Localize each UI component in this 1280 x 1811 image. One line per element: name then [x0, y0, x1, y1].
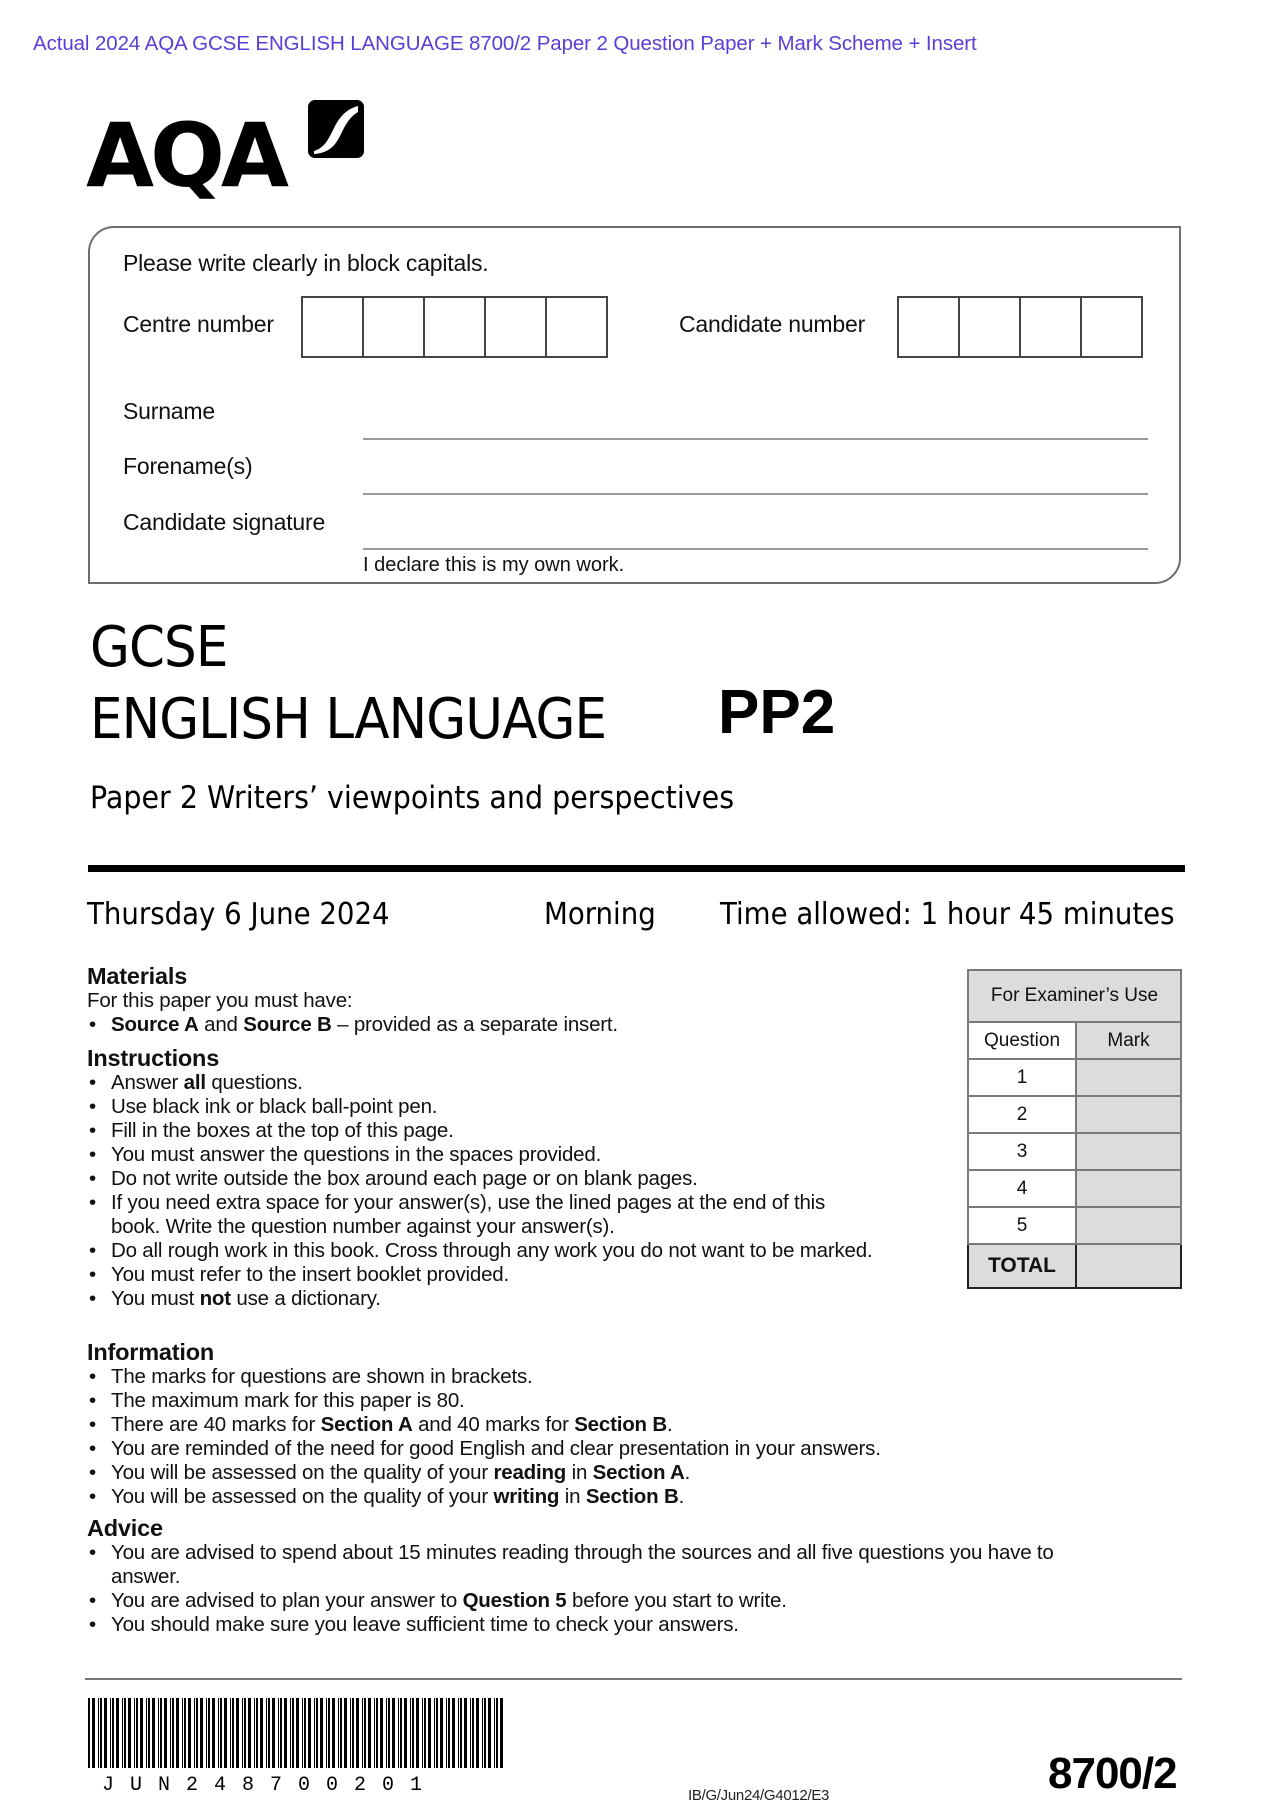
qualification-heading: GCSE [90, 615, 228, 680]
materials-intro: For this paper you must have: [87, 989, 353, 1012]
table-row [968, 1096, 1181, 1133]
mark-cell [1076, 1096, 1181, 1133]
total-mark-cell [1076, 1244, 1181, 1288]
advice-section [87, 1515, 1087, 1637]
surname-field[interactable] [363, 438, 1148, 440]
question-column-header: Question [968, 1022, 1076, 1059]
list-item: • You will be assessed on the quality of your reading in Section A. [87, 1461, 1047, 1485]
candidate-number-digit[interactable] [1082, 298, 1143, 356]
candidate-number-digit[interactable] [899, 298, 960, 356]
centre-number-input[interactable] [301, 296, 608, 358]
forenames-label: Forename(s) [123, 453, 253, 479]
materials-heading: Materials [87, 963, 188, 989]
list-item: • You are advised to spend about 15 minutes reading through the sources and all five questions you have to answer. [87, 1541, 1087, 1589]
block-capitals-instruction: Please write clearly in block capitals. [123, 250, 489, 276]
list-item: • There are 40 marks for Section A and 40 marks for Section B. [87, 1413, 1047, 1437]
mark-cell [1076, 1207, 1181, 1244]
candidate-number-input[interactable] [897, 296, 1143, 358]
materials-section [87, 963, 967, 1037]
centre-number-digit[interactable] [364, 298, 425, 356]
list-item: • You will be assessed on the quality of your writing in Section B. [87, 1485, 1047, 1509]
forenames-field[interactable] [363, 493, 1148, 495]
examiner-use-table [967, 969, 1182, 1289]
candidate-number-digit[interactable] [960, 298, 1021, 356]
aqa-leaf-mark-icon [306, 98, 366, 160]
subject-heading: ENGLISH LANGUAGE [90, 687, 607, 752]
question-number: 4 [968, 1170, 1076, 1207]
declaration-text: I declare this is my own work. [363, 554, 625, 576]
table-row [968, 1059, 1181, 1096]
footer-divider [85, 1678, 1182, 1680]
list-item: • Use black ink or black ball-point pen. [87, 1095, 877, 1119]
signature-label: Candidate signature [123, 509, 326, 535]
question-number: 1 [968, 1059, 1076, 1096]
mark-cell [1076, 1170, 1181, 1207]
aqa-logo [86, 98, 366, 207]
total-label: TOTAL [968, 1244, 1076, 1288]
paper-code: 8700/2 [1048, 1749, 1177, 1798]
exam-date: Thursday 6 June 2024 [87, 897, 390, 932]
list-item: • You are advised to plan your answer to Question 5 before you start to write. [87, 1589, 1087, 1613]
list-item: • Do all rough work in this book. Cross through any work you do not want to be marked. [87, 1239, 877, 1263]
exam-session: Morning [544, 897, 656, 932]
list-item: • You should make sure you leave sufficient time to check your answers. [87, 1613, 1087, 1637]
barcode-icon [86, 1698, 510, 1786]
centre-number-label: Centre number [123, 311, 274, 337]
instructions-heading: Instructions [87, 1045, 220, 1071]
barcode-text: JUN248700201 [102, 1774, 439, 1797]
list-item: • Source A and Source B – provided as a separate insert. [87, 1013, 967, 1037]
instructions-list [87, 1071, 877, 1311]
table-row [968, 1170, 1181, 1207]
materials-list [87, 1013, 967, 1037]
candidate-details-box [88, 226, 1181, 584]
information-list [87, 1365, 1047, 1509]
paper-title: Paper 2 Writers’ viewpoints and perspectives [90, 780, 735, 816]
centre-number-digit[interactable] [486, 298, 547, 356]
advice-list [87, 1541, 1087, 1637]
candidate-number-digit[interactable] [1021, 298, 1082, 356]
table-row [968, 1207, 1181, 1244]
aqa-logo-text: AQA [86, 104, 286, 207]
question-number: 2 [968, 1096, 1076, 1133]
list-item: • You must refer to the insert booklet provided. [87, 1263, 877, 1287]
document-title-link[interactable]: Actual 2024 AQA GCSE ENGLISH LANGUAGE 8700/2 Paper 2 Question Paper + Mark Scheme + Insert [33, 32, 977, 55]
advice-heading: Advice [87, 1515, 163, 1541]
candidate-number-label: Candidate number [679, 311, 866, 337]
signature-field[interactable] [363, 548, 1148, 550]
surname-label: Surname [123, 398, 215, 424]
list-item: • You must not use a dictionary. [87, 1287, 877, 1311]
title-divider [88, 865, 1185, 872]
total-row [968, 1244, 1181, 1288]
information-heading: Information [87, 1339, 215, 1365]
table-row [968, 1133, 1181, 1170]
list-item: • Answer all questions. [87, 1071, 877, 1095]
question-number: 5 [968, 1207, 1076, 1244]
list-item: • Fill in the boxes at the top of this page. [87, 1119, 877, 1143]
centre-number-digit[interactable] [425, 298, 486, 356]
information-section [87, 1339, 1047, 1509]
centre-number-digit[interactable] [303, 298, 364, 356]
list-item: • You are reminded of the need for good English and clear presentation in your answers. [87, 1437, 1047, 1461]
time-allowed: Time allowed: 1 hour 45 minutes [720, 897, 1175, 932]
question-number: 3 [968, 1133, 1076, 1170]
list-item: • You must answer the questions in the spaces provided. [87, 1143, 877, 1167]
mark-cell [1076, 1133, 1181, 1170]
mark-column-header: Mark [1076, 1022, 1181, 1059]
list-item: • The maximum mark for this paper is 80. [87, 1389, 1047, 1413]
centre-number-digit[interactable] [547, 298, 608, 356]
list-item: • If you need extra space for your answer(s), use the lined pages at the end of this book. Write the question number against your answer(s). [87, 1191, 877, 1239]
mark-cell [1076, 1059, 1181, 1096]
list-item: • Do not write outside the box around each page or on blank pages. [87, 1167, 877, 1191]
paper-badge: PP2 [718, 678, 836, 747]
instructions-section [87, 1045, 877, 1311]
examiner-table-title: For Examiner’s Use [968, 970, 1181, 1022]
list-item: • The marks for questions are shown in brackets. [87, 1365, 1047, 1389]
document-reference: IB/G/Jun24/G4012/E3 [688, 1787, 830, 1804]
